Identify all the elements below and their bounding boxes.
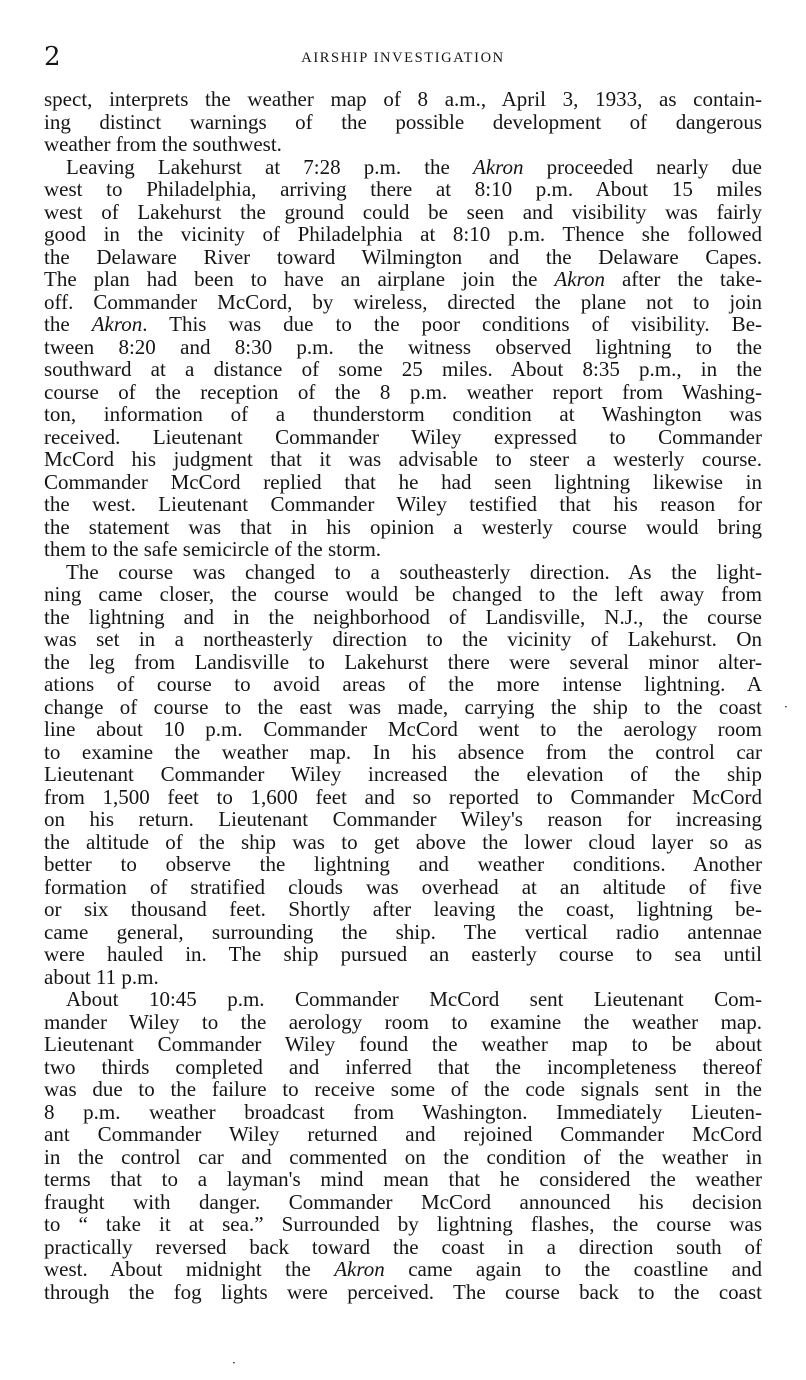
text-line: Lieutenant Commander Wiley found the weather map to be about [44,1032,762,1056]
text-line: Commander McCord replied that he had seen lightning likewise in [44,469,762,494]
text-line: weather from the southwest. [44,132,282,156]
text-line: to examine the weather map. In his absence from the control car [44,739,762,764]
text-line: 8 p.m. weather broadcast from Washington. Immediately Lieuten- [44,1099,762,1124]
text-line: from 1,500 feet to 1,600 feet and so reported to Commander McCord [44,784,762,809]
text-line: About 10:45 p.m. Commander McCord sent Lieutenant Com- [66,987,762,1011]
text-line: west of Lakehurst the ground could be seen and visibility was fairly [44,199,762,224]
text-line: came general, surrounding the ship. The vertical radio antennae [44,919,762,944]
text-line: fraught with danger. Commander McCord announced his decision [44,1189,762,1214]
text-line: the Akron. This was due to the poor conditions of visibility. Be- [44,312,763,336]
text-line: mander Wiley to the aerology room to examine the weather map. [44,1009,762,1034]
text-line: terms that to a layman's mind mean that he considered the weather [44,1167,762,1191]
text-line: were hauled in. The ship pursued an easterly course to sea until [44,942,762,966]
text-line: practically reversed back toward the coast in a direction south of [44,1234,762,1259]
text-line: ations of course to avoid areas of the more intense lightning. A [44,672,762,696]
text-line: to “ take it at sea.” Surrounded by lightning flashes, the course was [44,1212,762,1236]
text-line: tween 8:20 and 8:30 p.m. the witness observed lightning to the [44,334,762,359]
text-line: formation of stratified clouds was overhead at an altitude of five [44,874,762,899]
text-line: the leg from Landisville to Lakehurst there were several minor alter- [44,649,762,674]
text-line: ton, information of a thunderstorm condition at Washington was [44,402,762,426]
text-line: off. Commander McCord, by wireless, directed the plane not to join [44,289,762,314]
text-line: through the fog lights were perceived. The course back to the coast [44,1279,762,1304]
page-number: 2 [44,42,61,72]
text-line: them to the safe semicircle of the storm. [44,537,382,561]
text-line: the Delaware River toward Wilmington and the Delaware Capes. [44,244,762,269]
text-line: ning came closer, the course would be changed to the left away from [44,582,762,606]
page-header [44,42,762,74]
text-line: the west. Lieutenant Commander Wiley testified that his reason for [44,492,762,516]
margin-mark: · [784,700,788,714]
text-line: two thirds completed and inferred that the incompleteness thereof [44,1054,762,1079]
text-line: or six thousand feet. Shortly after leaving the coast, lightning be- [44,897,762,921]
text-line: Leaving Lakehurst at 7:28 p.m. the Akron proceeded nearly due [66,154,762,179]
text-line: was set in a northeasterly direction to the vicinity of Lakehurst. On [44,627,762,651]
text-line: good in the vicinity of Philadelphia at 8:10 p.m. Thence she followed [44,222,762,246]
text-line: the lightning and in the neighborhood of Landisville, N.J., the course [44,604,762,629]
text-line: The course was changed to a southeasterly direction. As the light- [66,559,762,584]
text-line: McCord his judgment that it was advisable to steer a westerly course. [44,447,762,471]
text-line: The plan had been to have an airplane join the Akron after the take- [44,267,763,291]
text-line: about 11 p.m. [44,964,159,989]
text-line: line about 10 p.m. Commander McCord went to the aerology room [44,717,762,741]
text-line: southward at a distance of some 25 miles. About 8:35 p.m., in the [44,357,762,381]
text-line: received. Lieutenant Commander Wiley expressed to Commander [44,424,762,449]
text-line: on his return. Lieutenant Commander Wiley's reason for increasing [44,807,762,831]
running-head: AIRSHIP INVESTIGATION [301,50,505,66]
text-line: Lieutenant Commander Wiley increased the elevation of the ship [44,762,762,786]
text-line: was due to the failure to receive some of the code signals sent in the [44,1077,762,1101]
text-line: course of the reception of the 8 p.m. weather report from Washing- [44,379,762,404]
body-text [44,88,762,1303]
text-line: west to Philadelphia, arriving there at 8:10 p.m. About 15 miles [44,177,762,201]
text-line: west. About midnight the Akron came again to the coastline and [44,1257,762,1281]
text-line: ing distinct warnings of the possible development of dangerous [44,109,762,134]
text-line: change of course to the east was made, carrying the ship to the coast [44,694,762,719]
margin-mark: · [232,1356,236,1370]
text-line: the statement was that in his opinion a westerly course would bring [44,514,762,539]
text-line: spect, interprets the weather map of 8 a.m., April 3, 1933, as contain- [44,87,762,111]
text-line: ant Commander Wiley returned and rejoined Commander McCord [44,1122,762,1146]
text-line: better to observe the lightning and weather conditions. Another [44,852,762,876]
text-line: in the control car and commented on the condition of the weather in [44,1144,762,1169]
text-line: the altitude of the ship was to get above the lower cloud layer so as [44,829,762,854]
